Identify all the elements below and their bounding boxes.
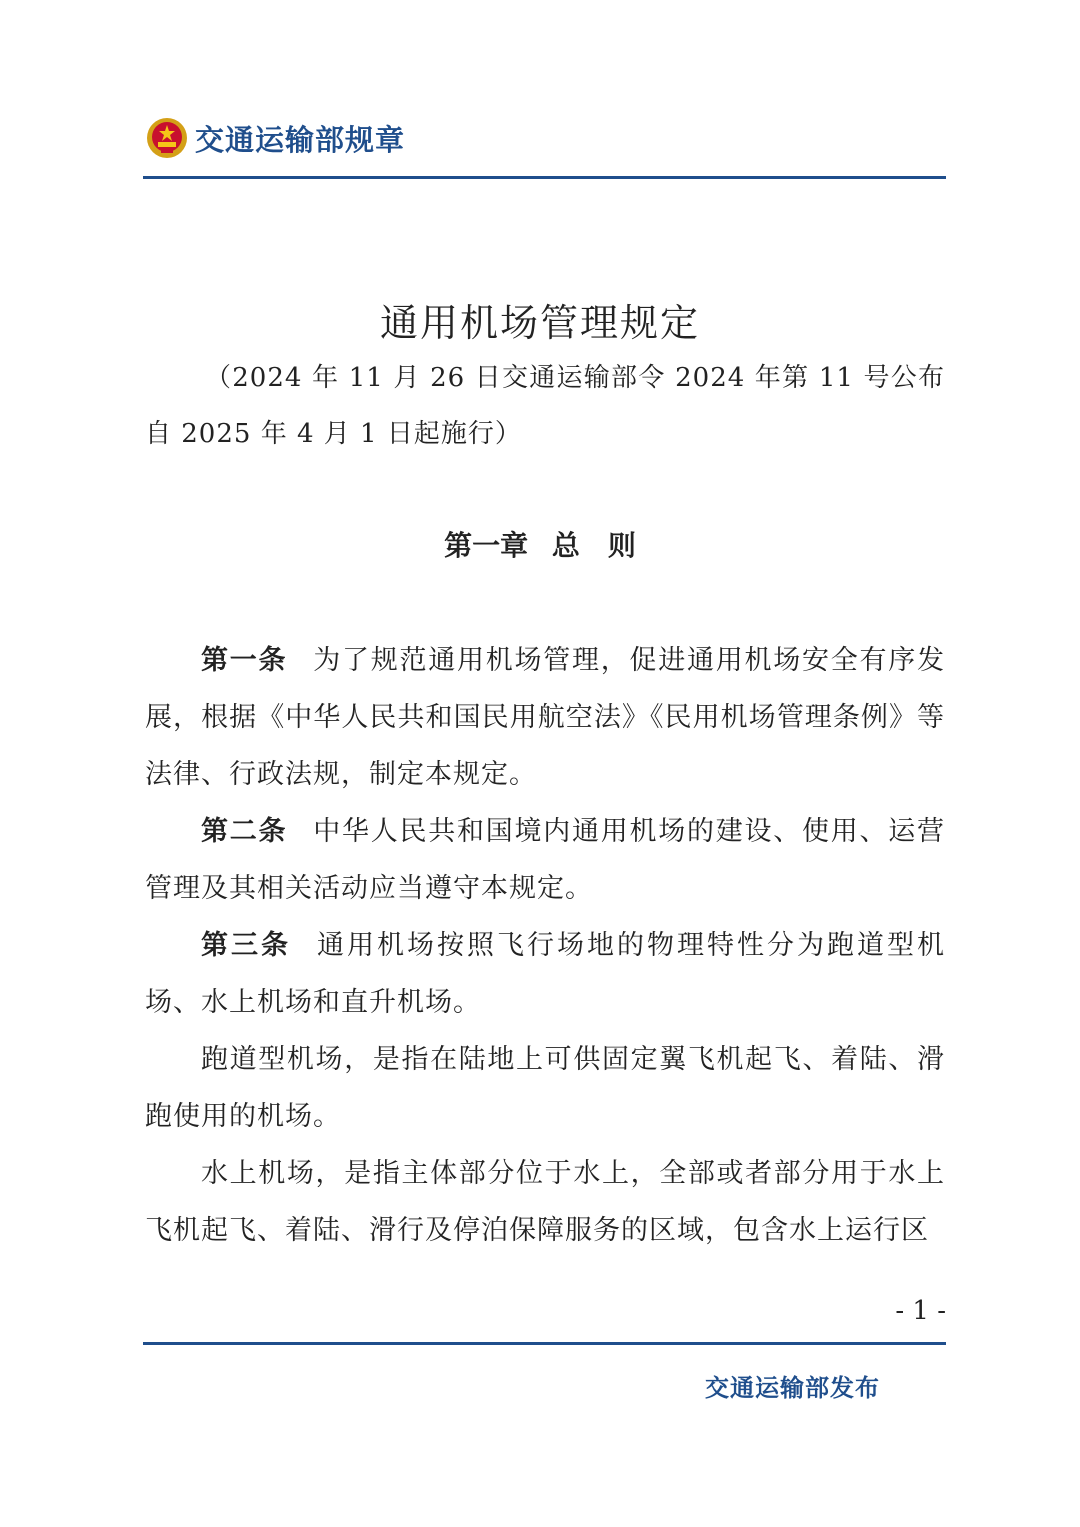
- paragraph: [145, 1031, 945, 1145]
- paragraph: [145, 803, 945, 917]
- page-number: - 1 -: [895, 1296, 946, 1326]
- document-subtitle: （2024 年 11 月 26 日交通运输部令 2024 年第 11 号公布 自 2025 年 4 月 1 日起施行）: [145, 363, 973, 449]
- page-header: [145, 112, 405, 164]
- article-label: 第三条: [201, 930, 291, 961]
- header-divider: [143, 176, 946, 179]
- paragraph: [145, 917, 945, 1031]
- paragraph: [145, 632, 945, 803]
- paragraph-text: 中华人民共和国境内通用机场的建设、使用、运营管理及其相关活动应当遵守本规定。: [145, 816, 945, 904]
- paragraph: [145, 1145, 945, 1259]
- paragraph-text: 通用机场按照飞行场地的物理特性分为跑道型机场、水上机场和直升机场。: [145, 930, 945, 1018]
- paragraph-text: 为了规范通用机场管理，促进通用机场安全有序发展，根据《中华人民共和国民用航空法》《民用机场管理条例》等法律、行政法规，制定本规定。: [145, 645, 945, 790]
- header-title: 交通运输部规章: [195, 122, 406, 157]
- paragraph-text: 跑道型机场，是指在陆地上可供固定翼飞机起飞、着陆、滑跑使用的机场。: [145, 1044, 945, 1132]
- article-label: 第一条: [201, 645, 288, 676]
- paragraph-text: 水上机场，是指主体部分位于水上，全部或者部分用于水上飞机起飞、着陆、滑行及停泊保障服务的区域，包含水上运行区: [145, 1158, 945, 1246]
- national-emblem-icon: [145, 116, 189, 160]
- document-body: [145, 632, 945, 1259]
- article-label: 第二条: [201, 816, 288, 847]
- publisher-label: 交通运输部发布: [705, 1374, 880, 1402]
- document-title: 通用机场管理规定: [379, 301, 700, 345]
- footer-divider: [143, 1342, 946, 1345]
- chapter-heading: 第一章 总 则: [444, 529, 636, 562]
